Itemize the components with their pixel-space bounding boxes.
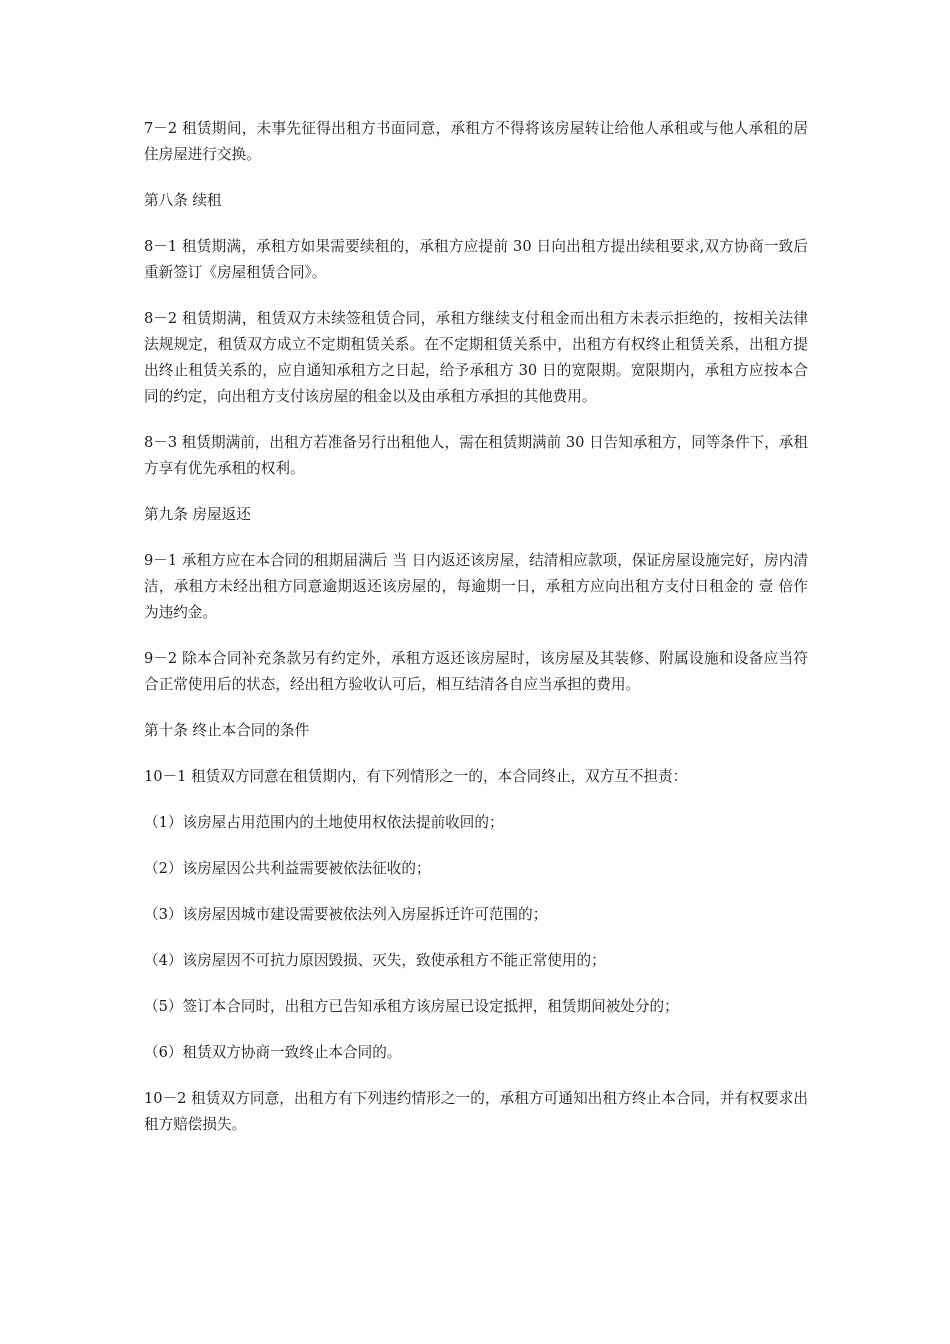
list-item-1: （1）该房屋占用范围内的土地使用权依法提前收回的； (144, 814, 504, 831)
clause-9-1: 9－1 承租方应在本合同的租期届满后 当 日内返还该房屋，结清相应款项，保证房屋设施完好，房内清洁，承租方未经出租方同意逾期返还该房屋的，每逾期一日，承租方应向出租方支付日租金的 壹 倍作为违约金。 (144, 552, 808, 621)
list-item-4: （4）该房屋因不可抗力原因毁损、灭失，致使承租方不能正常使用的； (144, 952, 606, 969)
list-item-2: （2）该房屋因公共利益需要被依法征收的； (144, 860, 431, 877)
document-page (144, 116, 808, 1158)
clause-10-1: 10－1 租赁双方同意在租赁期内，有下列情形之一的，本合同终止，双方互不担责： (144, 768, 688, 785)
clause-8-1: 8－1 租赁期满，承租方如果需要续租的，承租方应提前 30 日向出租方提出续租要求,双方协商一致后重新签订《房屋租赁合同》。 (144, 238, 808, 281)
list-item-6: （6）租赁双方协商一致终止本合同的。 (144, 1044, 402, 1061)
clause-10-2: 10－2 租赁双方同意，出租方有下列违约情形之一的，承租方可通知出租方终止本合同，并有权要求出租方赔偿损失。 (144, 1090, 808, 1133)
clause-9-2: 9－2 除本合同补充条款另有约定外，承租方返还该房屋时，该房屋及其装修、附属设施和设备应当符合正常使用后的状态，经出租方验收认可后，相互结清各自应当承担的费用。 (144, 650, 808, 693)
article-8-heading: 第八条 续租 (144, 192, 222, 209)
article-10-heading: 第十条 终止本合同的条件 (144, 722, 310, 739)
clause-8-3: 8－3 租赁期满前，出租方若准备另行出租他人，需在租赁期满前 30 日告知承租方，同等条件下，承租方享有优先承租的权利。 (144, 434, 808, 477)
list-item-5: （5）签订本合同时，出租方已告知承租方该房屋已设定抵押，租赁期间被处分的； (144, 998, 679, 1015)
list-item-3: （3）该房屋因城市建设需要被依法列入房屋拆迁许可范围的； (144, 906, 548, 923)
clause-7-2: 7－2 租赁期间，未事先征得出租方书面同意，承租方不得将该房屋转让给他人承租或与他人承租的居住房屋进行交换。 (144, 120, 808, 163)
clause-8-2: 8－2 租赁期满，租赁双方未续签租赁合同，承租方继续支付租金而出租方未表示拒绝的，按相关法律法规规定，租赁双方成立不定期租赁关系。在不定期租赁关系中，出租方有权终止租赁关系，出租方提出终止租赁关系的，应自通知承租方之日起，给予承租方 30 日的宽限期。宽限期内，承租方应按本合同的约定，向出租方支付该房屋的租金以及由承租方承担的其他费用。 (144, 310, 808, 405)
article-9-heading: 第九条 房屋返还 (144, 506, 251, 523)
